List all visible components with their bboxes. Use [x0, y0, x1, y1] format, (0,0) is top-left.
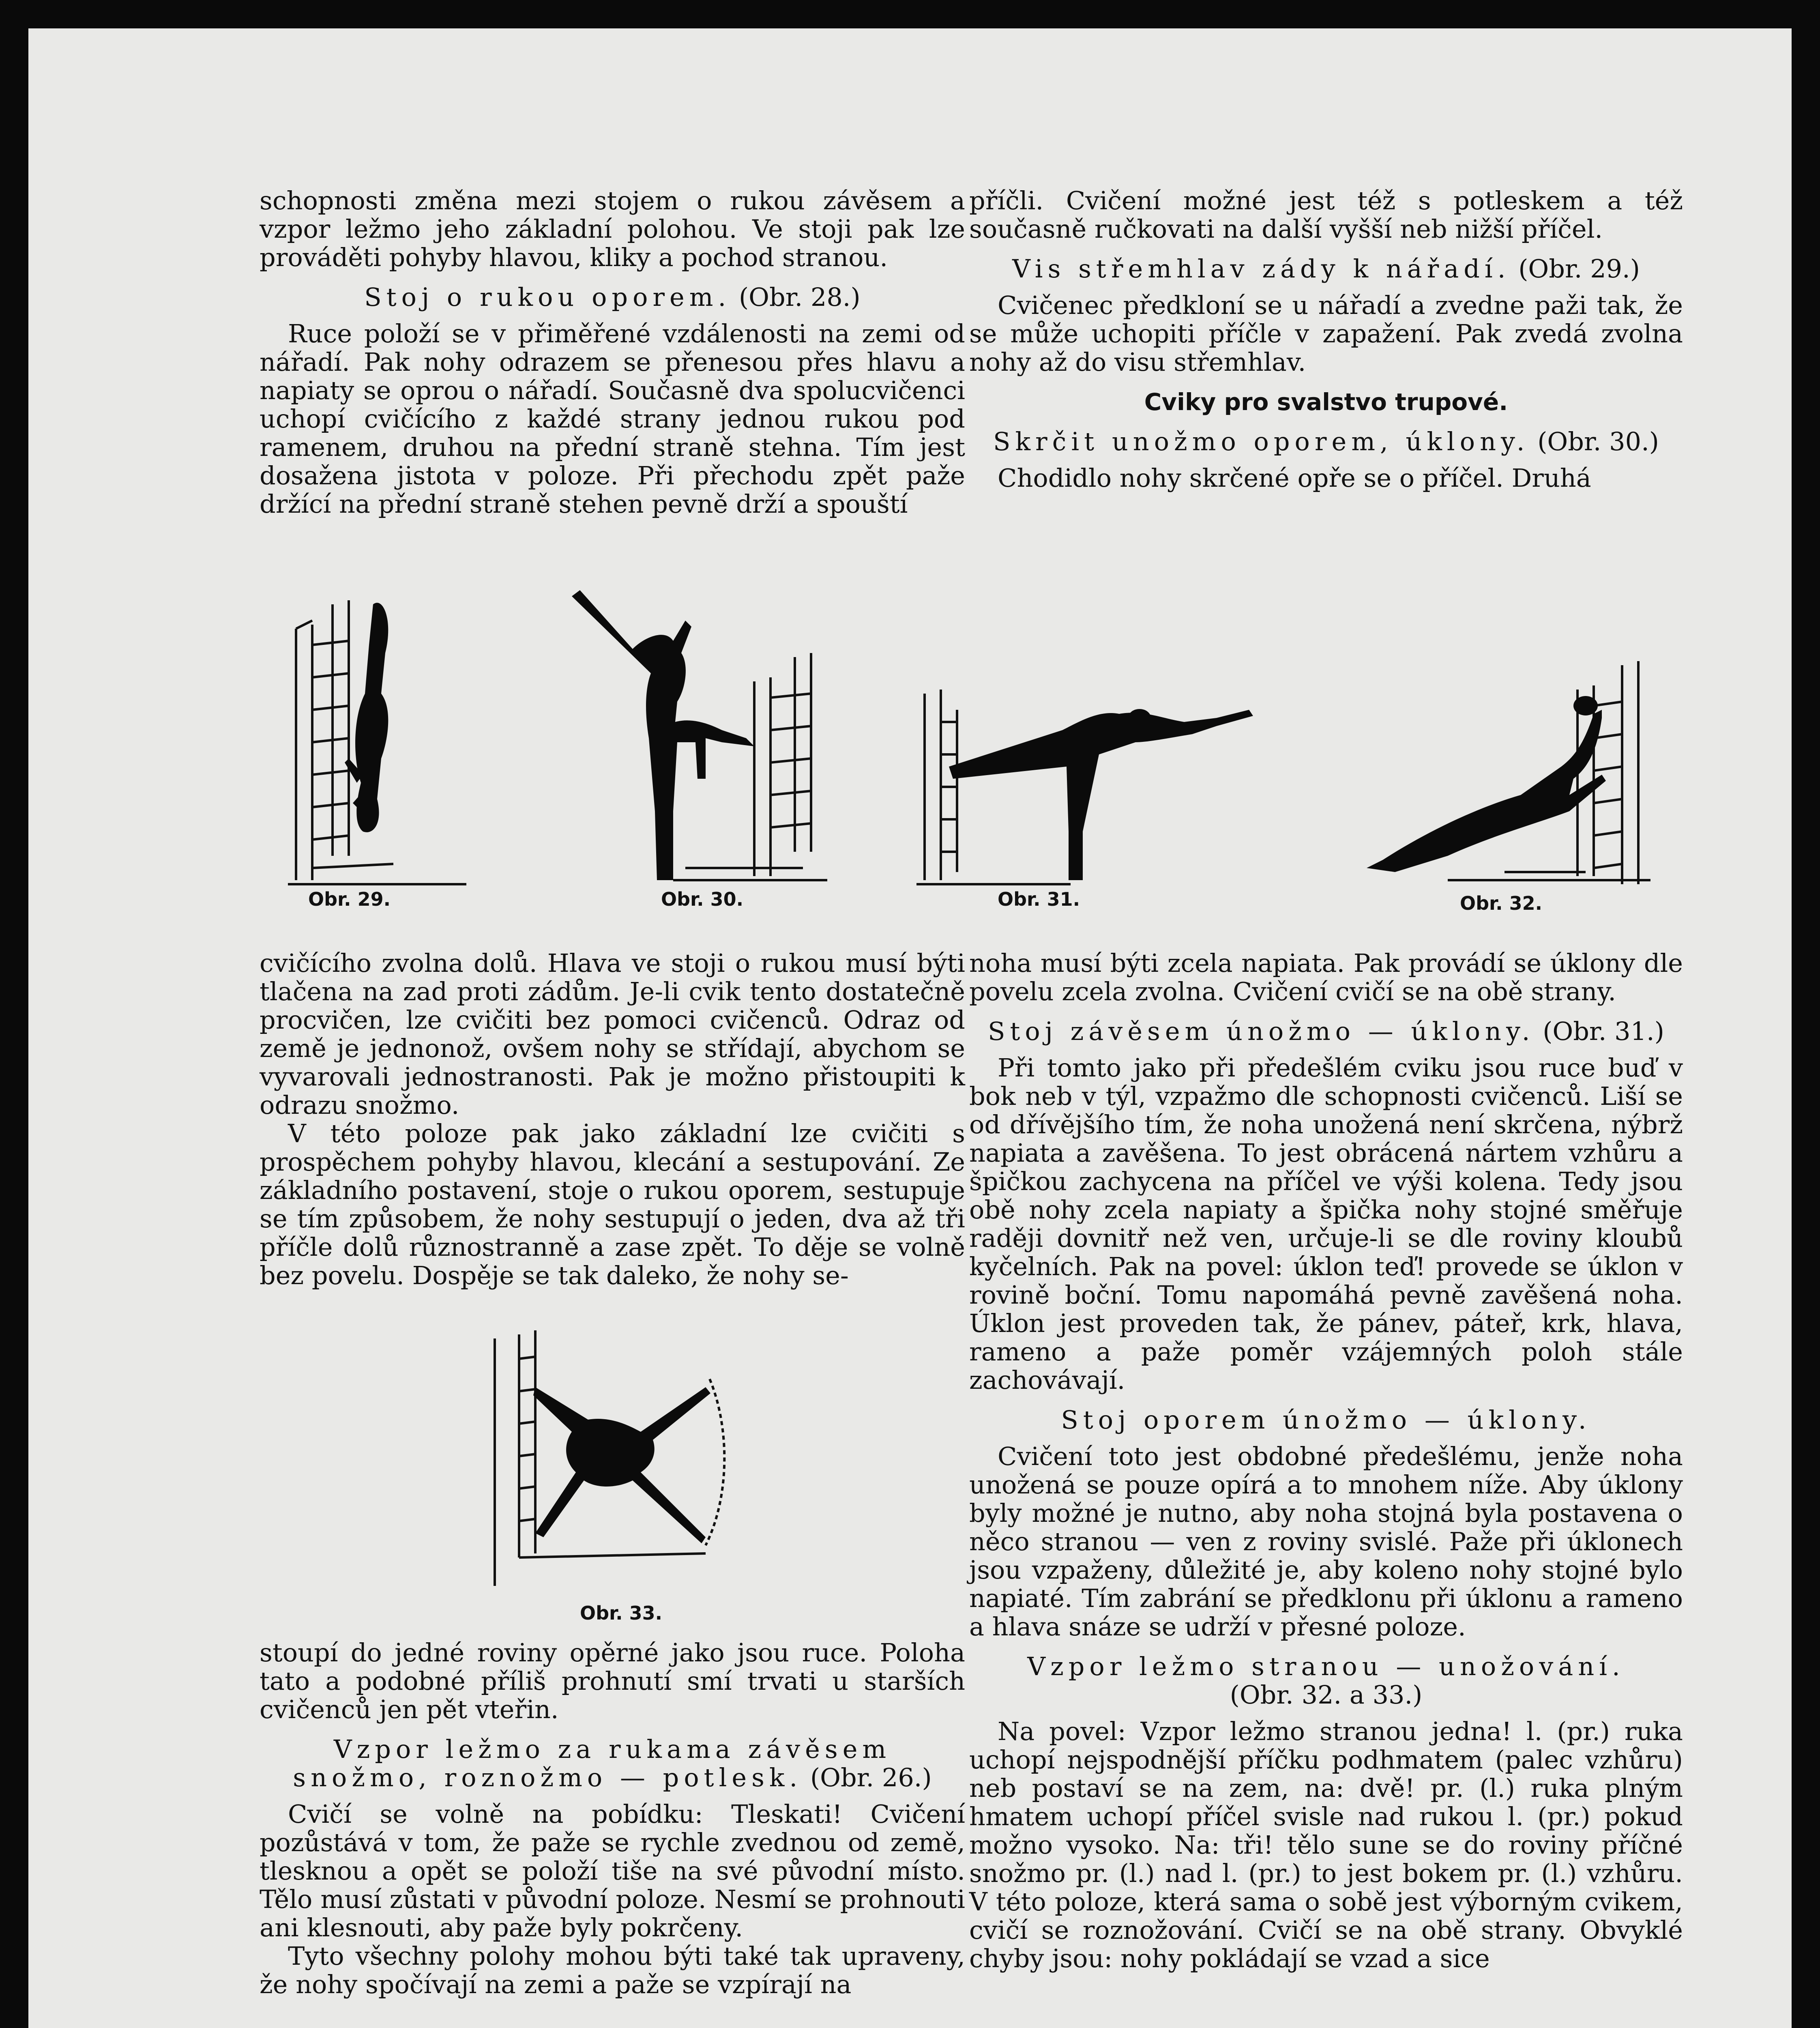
page: [28, 28, 1792, 2028]
section-heading: [969, 255, 1683, 283]
chapter-heading: Cviky pro svalstvo trupové.: [1144, 388, 1508, 416]
paragraph: příčli. Cvičení možné jest též s potleskem a též současně ručkovati na další vyšší neb nižší příčel.: [969, 186, 1683, 244]
figure-ref: (Obr. 28.): [738, 282, 861, 312]
paragraph: Ruce položí se v přiměřené vzdálenosti na zemi od nářadí. Pak nohy odrazem se přenesou přes hlavu a napiaty se oprou o nářadí. Současně dva spolucvičenci uchopí cvičícího z každé strany jednou rukou pod ramenem, druhou na přední straně stehna. Tím jest dosažena jistota v poloze. Při přechodu zpět paže držící na přední straně stehen pevně drží a spouští: [260, 319, 965, 519]
right-bottom-column: [969, 949, 1683, 1973]
figure-caption: Obr. 31.: [998, 888, 1080, 910]
left-mid-column: [260, 949, 965, 1290]
heading-text: Vzpor ležmo stranou — unožování.: [1027, 1652, 1625, 1681]
section-heading: [969, 1652, 1683, 1709]
heading-text: Vzpor ležmo za rukama závěsem snožmo, roznožmo — potlesk.: [293, 1734, 891, 1792]
paragraph: V této poloze pak jako základní lze cvičiti s prospěchem pohyby hlavou, klecání a sestupování. Ze základního postavení, stoje o rukou oporem, sestupuje se tím způsobem, že nohy sestupují o jeden, dva až tři příčle dolů různostranně a zase zpět. To děje se volně bez povelu. Dospěje se tak daleko, že nohy se-: [260, 1119, 965, 1290]
figure-caption: Obr. 32.: [1460, 892, 1543, 914]
figure-30: [552, 568, 835, 900]
paragraph: Cvičení toto jest obdobné předešlému, jenže noha unožená se pouze opírá a to mnohem níže. Aby úklony byly možné je nutno, aby noha stojná byla postavena o něco stranou — ven z roviny svislé. Paže při úklonech jsou vzpaženy, důležité je, aby koleno nohy stojné bylo napiaté. Tím zabrání se předklonu při úklonu a rameno a hlava snáze se udrží v přesné poloze.: [969, 1442, 1683, 1641]
paragraph: Při tomto jako při předešlém cviku jsou ruce buď v bok neb v týl, vzpažmo dle schopnosti cvičenců. Liší se od dřívějšího tím, že noha unožená není skrčena, nýbrž napiata a zavěšena. To jest obrácená nártem vzhůru a špičkou zachycena na příčel ve výši kolena. Tedy jsou obě nohy zcela napiaty a špička nohy stojné směřuje raději dovnitř než ven, určuje-li se dle roviny kloubů kyčelních. Pak na povel: úklon teď! provede se úklon v rovině boční. Tomu napomáhá pevně zavěšená noha. Úklon jest proveden tak, že pánev, páteř, krk, hlava, rameno a paže poměr vzájemných poloh stále zachovávají.: [969, 1053, 1683, 1395]
left-bottom-column: [260, 1639, 965, 1999]
paragraph: schopnosti změna mezi stojem o rukou závěsem a vzpor ležmo jeho základní polohou. Ve stoji pak lze prováděti pohyby hlavou, kliky a pochod stranou.: [260, 186, 965, 272]
figure-caption: Obr. 33.: [580, 1602, 663, 1624]
heading-text: Vis střemhlav zády k nářadí.: [1012, 254, 1511, 284]
paragraph: Cvičí se volně na pobídku: Tleskati! Cvičení pozůstává v tom, že paže se rychle zvednou od země, tlesknou a opět se položí tiše na své původní místo. Tělo musí zůstati v původní poloze. Nesmí se prohnouti ani klesnouti, aby paže byly pokrčeny.: [260, 1799, 965, 1942]
figure-ref: (Obr. 29.): [1518, 254, 1640, 284]
paragraph: Cvičenec předkloní se u nářadí a zvedne paži tak, že se může uchopiti příčle v zapažení. Pak zvedá zvolna nohy až do visu střemhlav.: [969, 290, 1683, 377]
section-heading: [260, 1735, 965, 1792]
paragraph: cvičícího zvolna dolů. Hlava ve stoji o rukou musí býti tlačena na zad proti zádům. Je-li cvik tento dostatečně procvičen, lze cvičiti bez pomoci cvičenců. Odraz od země je jednonož, ovšem nohy se střídají, abychom se vyvarovali jednostranosti. Pak je možno přistoupiti k odrazu snožmo.: [260, 948, 965, 1120]
left-top-column: [260, 187, 965, 518]
figure-29: [272, 572, 474, 896]
figure-32: [1359, 633, 1683, 892]
right-top-column: [969, 187, 1683, 492]
paragraph: Tyto všechny polohy mohou býti také tak upraveny, že nohy spočívají na zemi a paže se vzpírají na: [260, 1941, 965, 1999]
figure-31: [908, 685, 1273, 896]
heading-text: Stoj oporem únožmo — úklony.: [1061, 1405, 1591, 1435]
figure-caption: Obr. 29.: [308, 888, 391, 910]
figure-ref: (Obr. 30.): [1537, 427, 1659, 456]
heading-text: Stoj o rukou oporem.: [364, 282, 731, 312]
paragraph: Na povel: Vzpor ležmo stranou jedna! l. (pr.) ruka uchopí nejspodnější příčku podhmatem (palec vzhůru) neb postaví se na zem, na: dvě! pr. (l.) ruka plným hmatem uchopí příčel svisle nad rukou l. (pr.) pokud možno vysoko. Na: tři! tělo sune se do roviny příčné snožmo pr. (l.) nad l. (pr.) to jest bokem pr. (l.) vzhůru. V této poloze, která sama o sobě jest výborným cvikem, cvičí se roznožování. Cvičí se na obě strany. Obvyklé chyby jsou: nohy pokládají se vzad a sice: [969, 1716, 1683, 1973]
section-heading: [969, 428, 1683, 456]
figure-33: [462, 1326, 754, 1590]
paragraph: Chodidlo nohy skrčené opře se o příčel. Druhá: [998, 463, 1591, 493]
section-heading: [260, 283, 965, 312]
heading-text: Skrčit unožmo oporem, úklony.: [993, 427, 1530, 456]
figure-ref: (Obr. 26.): [810, 1763, 932, 1792]
heading-text: Stoj závěsem únožmo — úklony.: [988, 1016, 1535, 1046]
paragraph: stoupí do jedné roviny opěrné jako jsou ruce. Poloha tato a podobné příliš prohnutí smí trvati u starších cvičenců jen pět vteřin.: [260, 1638, 965, 1724]
section-heading: [969, 1406, 1683, 1434]
figure-caption: Obr. 30.: [661, 888, 744, 910]
figure-ref: (Obr. 31.): [1543, 1016, 1664, 1046]
paragraph: noha musí býti zcela napiata. Pak provádí se úklony dle povelu zcela zvolna. Cvičení cvičí se na obě strany.: [969, 948, 1683, 1006]
section-heading: [969, 1017, 1683, 1046]
figure-ref: (Obr. 32. a 33.): [1230, 1680, 1423, 1710]
